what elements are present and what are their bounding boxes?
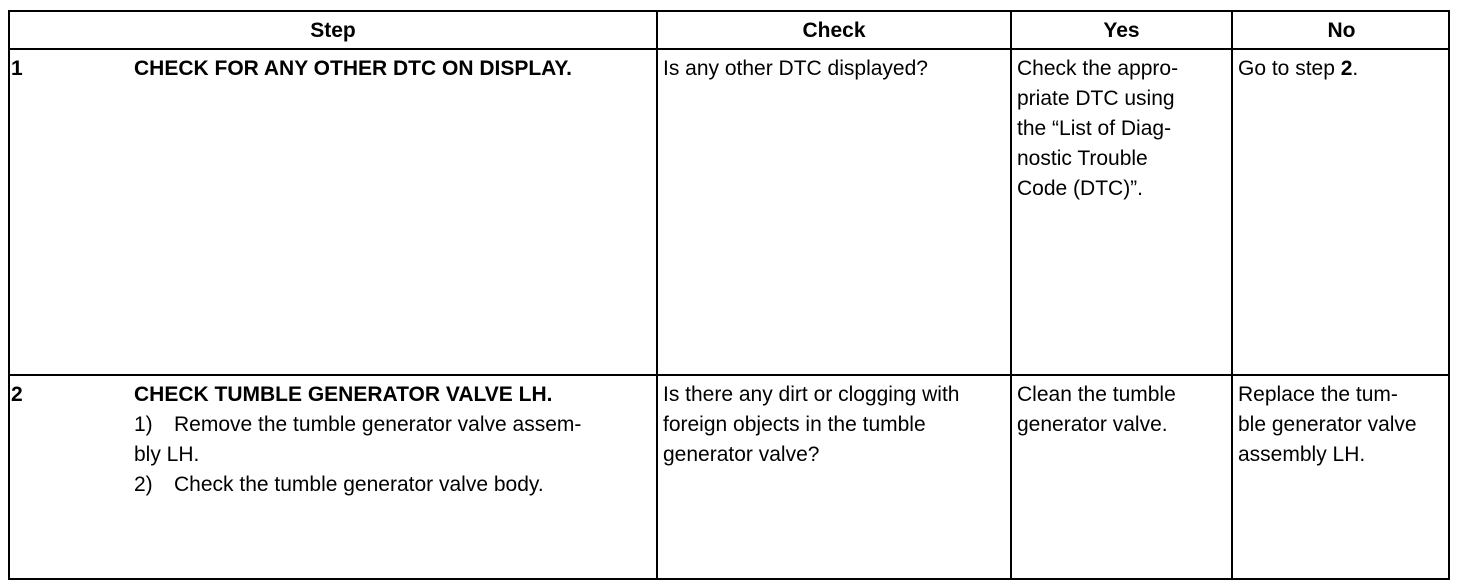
no-step-ref: 2 xyxy=(1340,57,1353,80)
yes-line: nostic Trouble xyxy=(1017,147,1148,170)
substep xyxy=(134,410,654,440)
header-check: Check xyxy=(656,12,1010,48)
step-number: 1 xyxy=(11,57,23,80)
no-cell xyxy=(1231,376,1450,578)
no-line: ble generator valve xyxy=(1238,413,1417,436)
step-title: CHECK FOR ANY OTHER DTC ON DISPLAY. xyxy=(134,57,572,80)
table-row xyxy=(10,376,1448,578)
step-body xyxy=(134,380,654,500)
yes-line: Code (DTC)”. xyxy=(1017,177,1144,200)
substep-text: bly LH. xyxy=(134,443,200,466)
check-cell xyxy=(656,376,1010,578)
substep-index: 2) xyxy=(134,473,153,496)
substep-text: Remove the tumble generator valve assem- xyxy=(174,413,582,436)
yes-line: the “List of Diag- xyxy=(1017,117,1172,140)
substep xyxy=(134,470,654,500)
check-cell xyxy=(656,50,1010,374)
step-cell xyxy=(10,376,656,578)
check-line: generator valve? xyxy=(663,443,820,466)
check-line: Is any other DTC displayed? xyxy=(663,57,928,80)
substep xyxy=(134,440,654,470)
yes-cell xyxy=(1010,376,1231,578)
table-row xyxy=(10,50,1448,376)
header-step: Step xyxy=(310,19,356,42)
no-line: assembly LH. xyxy=(1238,443,1366,466)
header-no: No xyxy=(1231,12,1450,48)
substep-text: Check the tumble generator valve body. xyxy=(174,473,544,496)
no-prefix: Go to step xyxy=(1238,57,1341,80)
step-number: 2 xyxy=(11,383,23,406)
table-header-row xyxy=(10,12,1448,50)
substep-index: 1) xyxy=(134,413,153,436)
header-yes: Yes xyxy=(1010,12,1231,48)
no-suffix: . xyxy=(1352,57,1359,80)
check-line: foreign objects in the tumble xyxy=(663,413,926,436)
yes-line: Check the appro- xyxy=(1017,57,1179,80)
step-title: CHECK TUMBLE GENERATOR VALVE LH. xyxy=(134,383,553,406)
yes-line: generator valve. xyxy=(1017,413,1168,436)
yes-cell xyxy=(1010,50,1231,374)
no-line: Replace the tum- xyxy=(1238,383,1398,406)
step-cell xyxy=(10,50,656,374)
yes-line: priate DTC using xyxy=(1017,87,1175,110)
check-line: Is there any dirt or clogging with xyxy=(663,383,960,406)
no-cell xyxy=(1231,50,1450,374)
no-line xyxy=(1238,54,1447,84)
yes-line: Clean the tumble xyxy=(1017,383,1176,406)
step-body xyxy=(134,54,654,84)
diagnostic-table xyxy=(8,10,1450,580)
